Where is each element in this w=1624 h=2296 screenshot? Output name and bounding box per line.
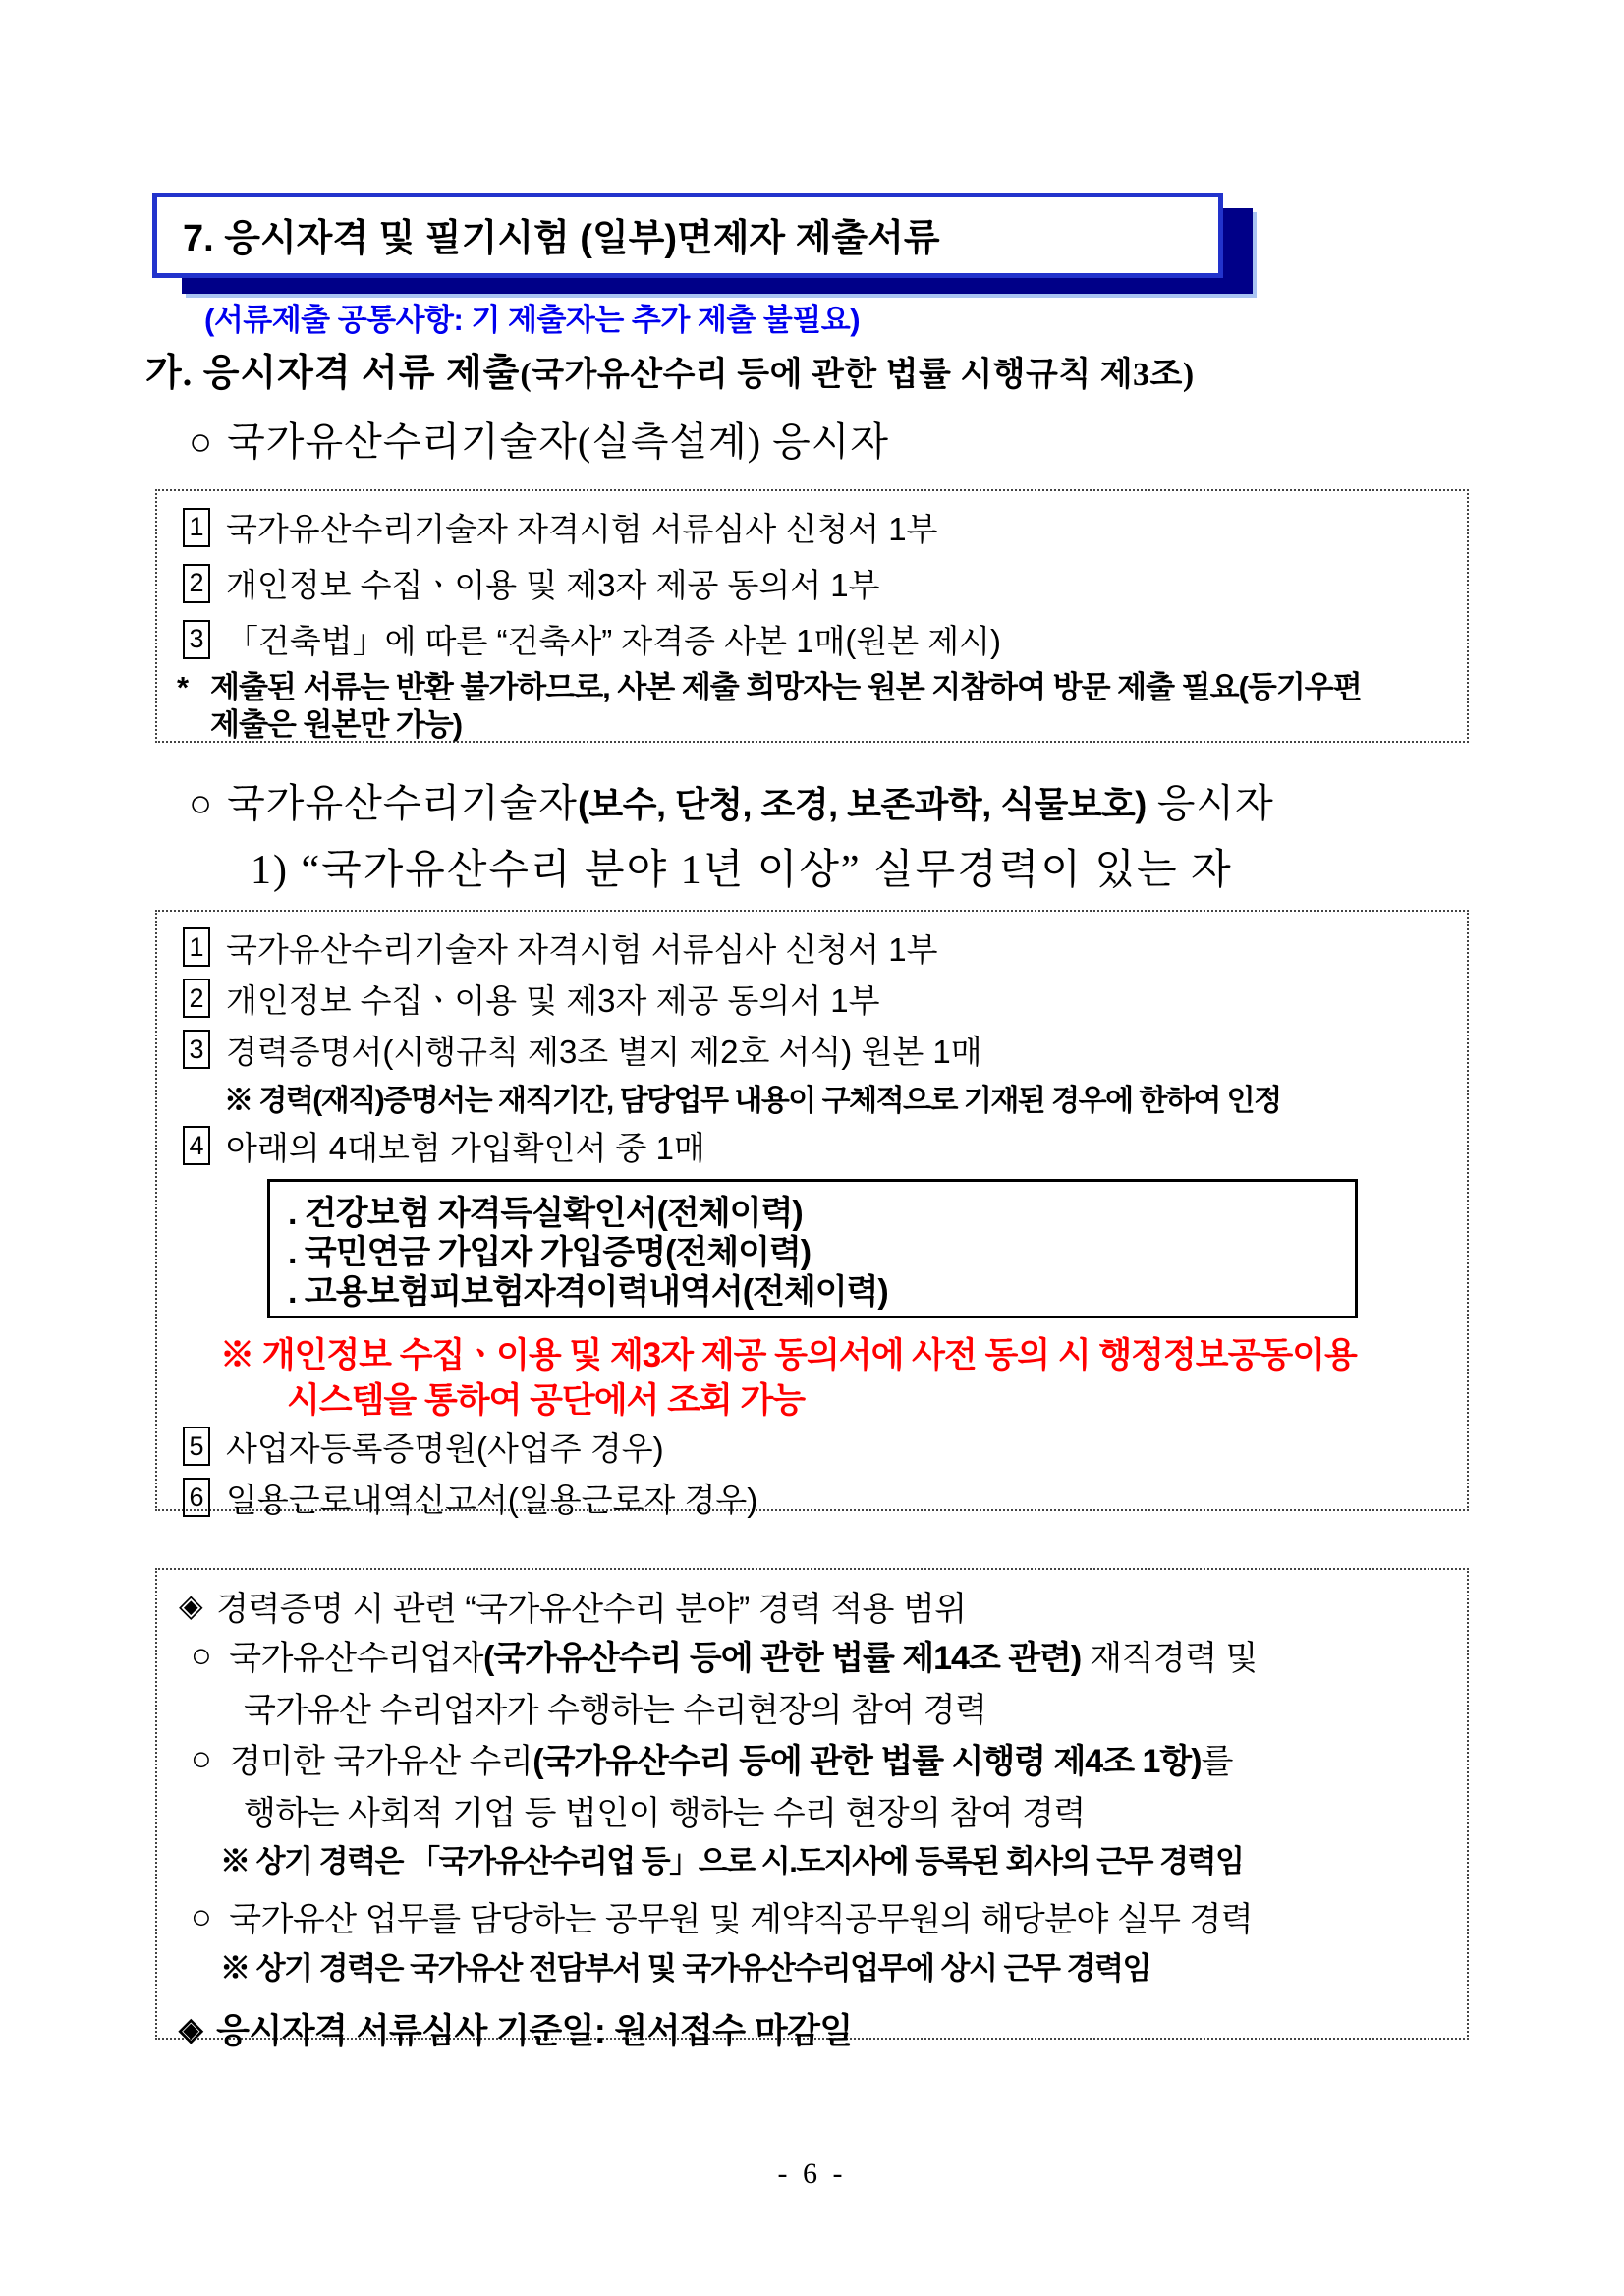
page-title: 7. 응시자격 및 필기시험 (일부)면제자 제출서류 (183, 218, 940, 259)
full-time-work-note: ※ 상기 경력은 국가유산 전담부서 및 국가유산수리업무에 상시 근무 경력임 (220, 1950, 1150, 1986)
no-return-note (177, 669, 1447, 744)
scope-title-text: 경력증명 시 관련 “국가유산수리 분야” 경력 적용 범위 (216, 1590, 967, 1628)
circle-bullet-icon: ○ (189, 781, 214, 825)
circle-bullet-icon: ○ (191, 1634, 212, 1675)
page-title-banner (152, 193, 1223, 278)
doc-item-text: 사업자등록증명원(사업주 경우) (226, 1429, 664, 1467)
doc-item-text: 일용근로내역신고서(일용근로자 경우) (226, 1481, 758, 1518)
tech-docs-box (155, 910, 1469, 1518)
doc-item (183, 555, 1447, 611)
scope-item-public-official (191, 1890, 1445, 1942)
insurance-options-box (267, 1179, 1358, 1318)
experience-subheading: 1) “국가유산수리 분야 1년 이상” 실무경력이 있는 자 (251, 848, 1233, 893)
doc-item (183, 611, 1447, 667)
doc-item (183, 1024, 1447, 1075)
circle-bullet-icon: ○ (191, 1737, 212, 1778)
applicant-measure-heading-text: 국가유산수리기술자(실측설계) 응시자 (227, 420, 890, 464)
applicant-tech-heading-fields: (보수, 단청, 조경, 보존과학, 식물보호) (577, 784, 1147, 824)
doc-item (183, 1472, 1447, 1523)
doc-item (183, 973, 1447, 1024)
registered-company-note: ※ 상기 경력은 「국가유산수리업 등」으로 시.도지사에 등록된 회사의 근무 경력임 (220, 1843, 1244, 1878)
applicant-tech-heading (189, 772, 1274, 828)
applicant-measure-heading (189, 411, 889, 467)
screening-deadline-text: 응시자격 서류심사 기준일: 원서접수 마감일 (216, 2012, 853, 2050)
insurance-option: . 건강보험 자격득실확인서(전체이력) (288, 1194, 803, 1232)
career-scope-box (155, 1568, 1469, 2050)
doc-item-number: 2 (183, 979, 210, 1018)
section-a-heading (145, 342, 1195, 396)
diamond-icon: ◈ (179, 1588, 203, 1623)
doc-item-number: 1 (183, 508, 210, 547)
privacy-consent-red-note-line2: 시스템을 통하여 공단에서 조회 가능 (287, 1381, 806, 1420)
applicant-tech-heading-prefix: 국가유산수리기술자 (227, 781, 578, 825)
page-number: - 6 - (777, 2157, 847, 2190)
scope-item-minor-repair-line2: 행하는 사회적 기업 등 법인이 행하는 수리 현장의 참여 경력 (244, 1794, 1086, 1832)
common-submission-note: (서류제출 공통사항: 기 제출자는 추가 제출 불필요) (204, 303, 861, 337)
career-certificate-note: ※ 경력(재직)증명서는 재직기간, 담당업무 내용이 구체적으로 기재된 경우에 한하여 인정 (224, 1085, 1281, 1117)
asterisk-marker: * (177, 670, 189, 704)
doc-item (183, 1421, 1447, 1472)
scope-title-row (179, 1582, 1445, 1629)
section-a-label: 응시자격 서류 제출 (193, 353, 521, 394)
circle-bullet-icon: ○ (191, 1895, 212, 1936)
diamond-icon: ◈ (179, 2011, 203, 2046)
doc-item-number: 6 (183, 1478, 210, 1517)
scope-item-text: 국가유산수리업자(국가유산수리 등에 관한 법률 제14조 관련) 재직경력 및 (229, 1640, 1258, 1677)
privacy-consent-red-note: ※ 개인정보 수집ㆍ이용 및 제3자 제공 동의서에 사전 동의 시 행정정보공동이용 (220, 1336, 1357, 1374)
doc-item-number: 1 (183, 927, 210, 967)
no-return-note-text: 제출된 서류는 반환 불가하므로, 사본 제출 희망자는 원본 지참하여 방문 제출 필요(등기우편 제출은 원본만 가능) (210, 670, 1362, 742)
doc-item (183, 499, 1447, 555)
screening-deadline-row (179, 1999, 1445, 2058)
scope-item-minor-repair (191, 1732, 1445, 1784)
doc-item-number: 4 (183, 1126, 210, 1165)
doc-item-text: 「건축법」에 따른 “건축사” 자격증 사본 1매(원본 제시) (226, 623, 1002, 659)
scope-item-text: 국가유산 업무를 담당하는 공무원 및 계약직공무원의 해당분야 실무 경력 (229, 1901, 1254, 1938)
section-a-law-reference: (국가유산수리 등에 관한 법률 시행규칙 제3조) (520, 357, 1195, 393)
circle-bullet-icon: ○ (189, 420, 214, 464)
doc-item-text: 경력증명서(시행규칙 제3조 별지 제2호 서식) 원본 1매 (226, 1033, 982, 1070)
insurance-option: . 고용보험피보험자격이력내역서(전체이력) (288, 1272, 888, 1311)
measure-docs-box (155, 489, 1469, 743)
scope-item-repairer (191, 1629, 1445, 1681)
doc-item (183, 922, 1447, 973)
doc-item (183, 1120, 1447, 1171)
insurance-option: . 국민연금 가입자 가입증명(전체이력) (288, 1233, 812, 1271)
doc-item-text: 아래의 4대보험 가입확인서 중 1매 (226, 1129, 705, 1166)
doc-item-text: 개인정보 수집ㆍ이용 및 제3자 제공 동의서 1부 (226, 981, 880, 1019)
scope-item-text: 경미한 국가유산 수리(국가유산수리 등에 관한 법률 시행령 제4조 1항)를 (229, 1743, 1233, 1780)
doc-item-text: 개인정보 수집ㆍ이용 및 제3자 제공 동의서 1부 (226, 567, 880, 603)
applicant-tech-heading-suffix: 응시자 (1146, 781, 1274, 825)
doc-item-text: 국가유산수리기술자 자격시험 서류심사 신청서 1부 (226, 930, 938, 968)
scope-item-repairer-line2: 국가유산 수리업자가 수행하는 수리현장의 참여 경력 (244, 1691, 987, 1729)
doc-item-number: 3 (183, 620, 210, 659)
section-a-marker: 가. (145, 353, 194, 394)
doc-item-number: 2 (183, 564, 210, 603)
doc-item-number: 3 (183, 1030, 210, 1069)
doc-item-text: 국가유산수리기술자 자격시험 서류심사 신청서 1부 (226, 511, 938, 547)
doc-item-number: 5 (183, 1427, 210, 1466)
